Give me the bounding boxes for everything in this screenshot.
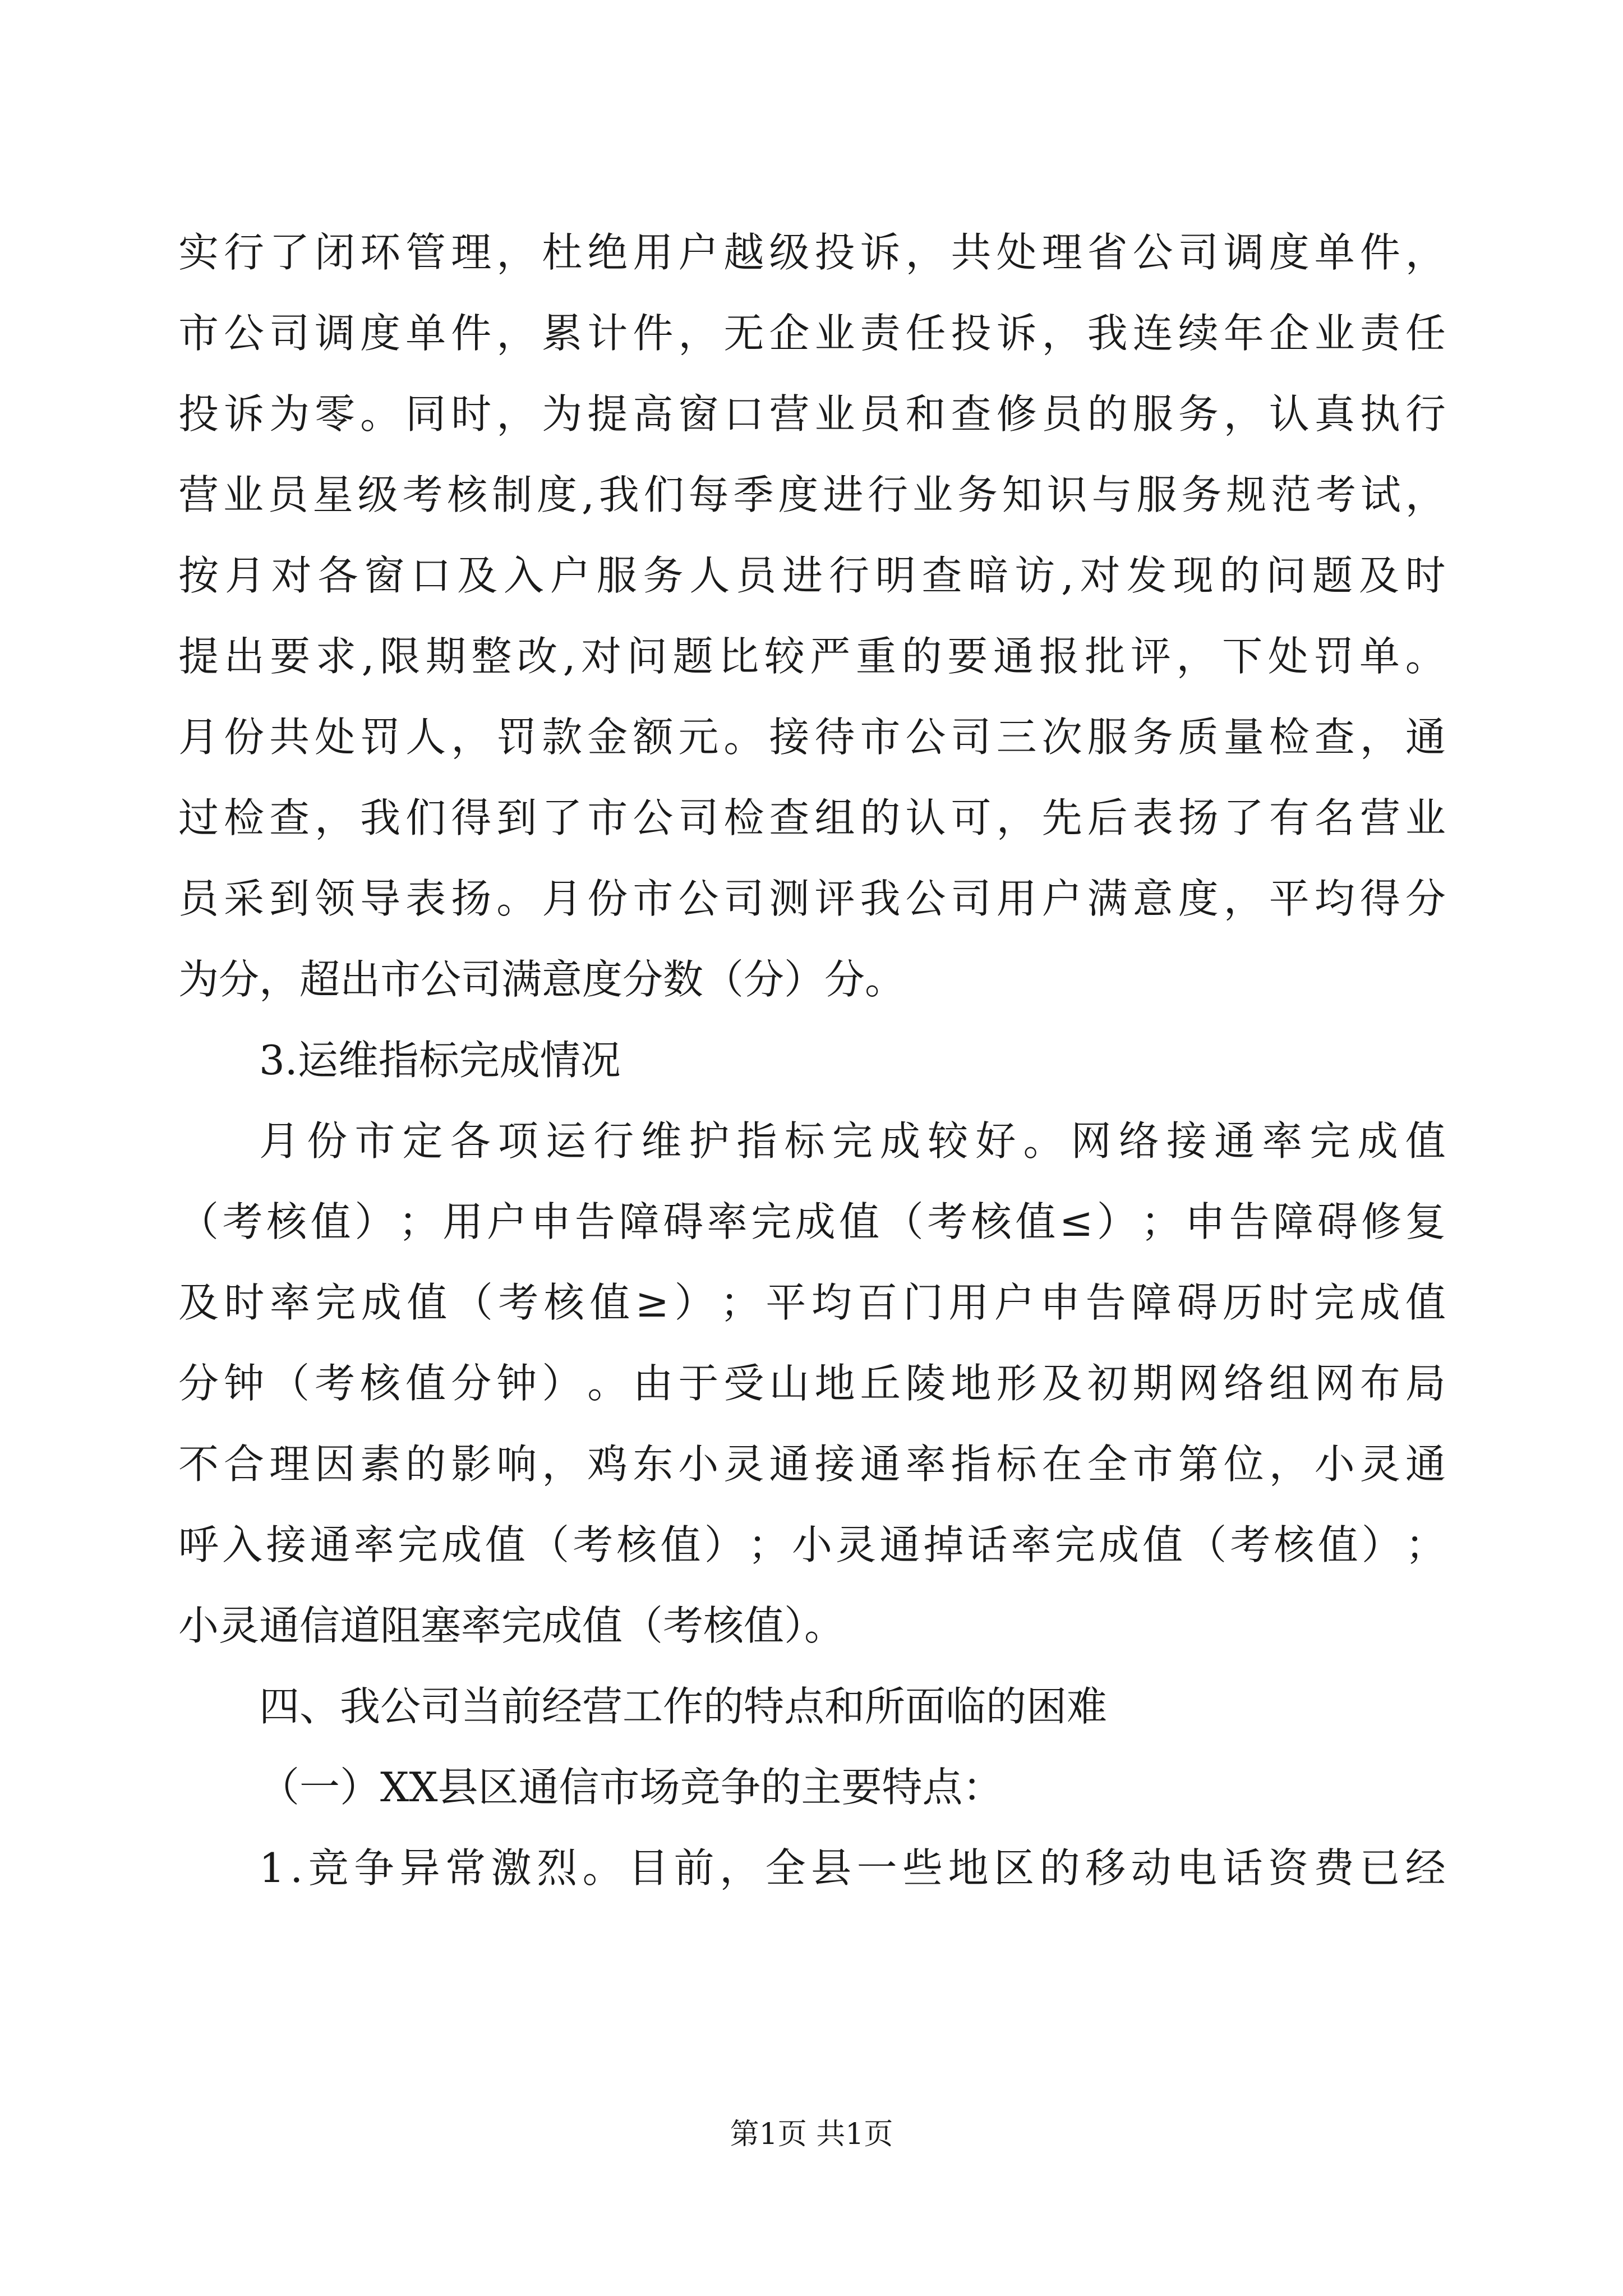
paragraph-line: 分 钟 （ 考 核 值 分 钟 ） 。 由 于 受 山 地 丘 陵 地 形 及 初 期 网 络 组 网 布 局 [178, 1360, 1446, 1407]
paragraph-line: 投 诉 为 零 。 同 时 ， 为 提 高 窗 口 营 业 员 和 查 修 员 的 服 务 ， 认 真 执 行 [178, 390, 1446, 438]
paragraph-line: 小灵通信道阻塞率完成值（考核值）。 [178, 1602, 845, 1649]
paragraph-line: 实 行 了 闭 环 管 理 ， 杜 绝 用 户 越 级 投 诉 ， 共 处 理 省 公 司 调 度 单 件 ， [178, 229, 1446, 276]
paragraph-line: 提 出 要 求 , 限 期 整 改 , 对 问 题 比 较 严 重 的 要 通 报 批 评 ， 下 处 罚 单 。 [178, 633, 1446, 680]
paragraph-line: 过 检 查 ， 我 们 得 到 了 市 公 司 检 查 组 的 认 可 ， 先 后 表 扬 了 有 名 营 业 [178, 794, 1446, 841]
paragraph-line: 1 . 竞 争 异 常 激 烈 。 目 前 ， 全 县 一 些 地 区 的 移 动 电 话 资 费 已 经 [259, 1844, 1446, 1892]
paragraph-line: 市 公 司 调 度 单 件 ， 累 计 件 ， 无 企 业 责 任 投 诉 ， 我 连 续 年 企 业 责 任 [178, 310, 1446, 357]
paragraph-line: （一）XX县区通信市场竞争的主要特点： [259, 1764, 1003, 1811]
paragraph-line: 3.运维指标完成情况 [259, 1037, 621, 1084]
paragraph-line: 不 合 理 因 素 的 影 响 ， 鸡 东 小 灵 通 接 通 率 指 标 在 全 市 第 位 ， 小 灵 通 [178, 1441, 1446, 1488]
paragraph-line: 营 业 员 星 级 考 核 制 度 , 我 们 每 季 度 进 行 业 务 知 识 与 服 务 规 范 考 试 ， [178, 471, 1446, 518]
paragraph-line: 月 份 共 处 罚 人 ， 罚 款 金 额 元 。 接 待 市 公 司 三 次 服 务 质 量 检 查 ， 通 [178, 714, 1446, 761]
paragraph-line: 呼 入 接 通 率 完 成 值 （ 考 核 值 ） ； 小 灵 通 掉 话 率 完 成 值 （ 考 核 值 ） ； [178, 1521, 1446, 1568]
paragraph-line: （ 考 核 值 ） ； 用 户 申 告 障 碍 率 完 成 值 （ 考 核 值 ≤ ） ； 申 告 障 碍 修 复 [178, 1198, 1446, 1245]
page-footer: 第1页 共1页 [730, 2118, 893, 2151]
paragraph-line: 月 份 市 定 各 项 运 行 维 护 指 标 完 成 较 好 。 网 络 接 通 率 完 成 值 [259, 1117, 1446, 1165]
paragraph-line: 四、我公司当前经营工作的特点和所面临的困难 [259, 1683, 1108, 1730]
paragraph-line: 为分，超出市公司满意度分数（分）分。 [178, 956, 906, 1003]
paragraph-line: 及 时 率 完 成 值 （ 考 核 值 ≥ ） ； 平 均 百 门 用 户 申 告 障 碍 历 时 完 成 值 [178, 1279, 1446, 1326]
paragraph-line: 员 采 到 领 导 表 扬 。 月 份 市 公 司 测 评 我 公 司 用 户 满 意 度 ， 平 均 得 分 [178, 875, 1446, 922]
paragraph-line: 按 月 对 各 窗 口 及 入 户 服 务 人 员 进 行 明 查 暗 访 , 对 发 现 的 问 题 及 时 [178, 552, 1446, 599]
